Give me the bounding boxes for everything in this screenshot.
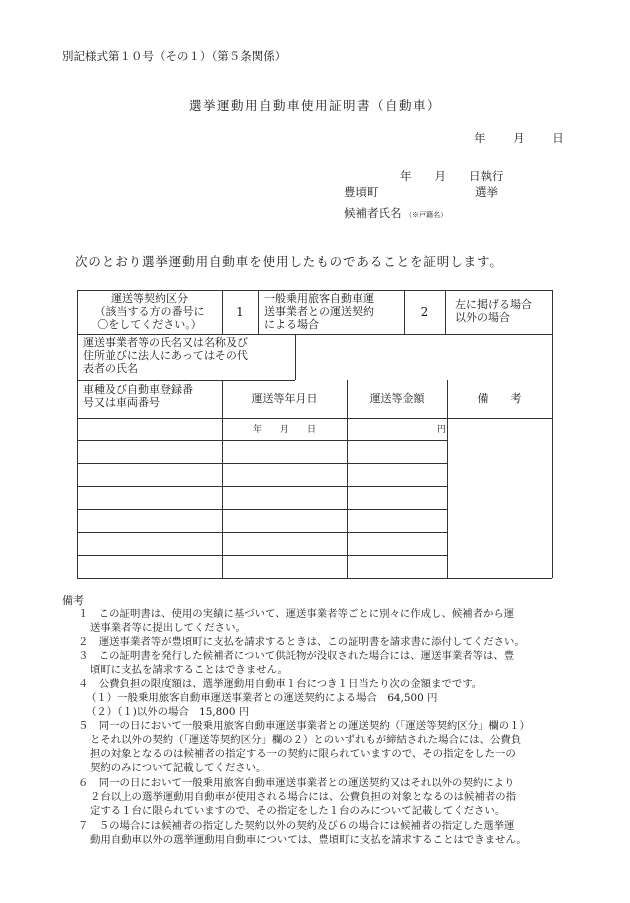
vehicle-column-header [83, 383, 193, 409]
note-line: 動用自動車以外の選挙運動用自動車については、豊頃町に支払を請求することはできません。 [90, 834, 527, 846]
amount-column-header: 運送等金額 [369, 392, 425, 405]
vehicle-header-line: 車種及び自動車登録番 [83, 383, 193, 396]
note-line: ３ この証明書を発行した候補者について供託物が没収された場合には、運送事業者等は、豊 [78, 650, 515, 662]
option-2-text-line: 以外の場合 [455, 311, 510, 324]
note-line: とそれ以外の契約（「運送等契約区分」欄の２）とのいずれもが締結された場合には、公費負 [90, 734, 522, 746]
note-line: ２ 運送事業者等が豊頃町に支払を請求するときは、この証明書を請求書に添付してください。 [78, 636, 525, 648]
operator-label-line: 表者の氏名 [83, 362, 138, 375]
date-column-header: 運送等年月日 [251, 392, 318, 405]
election-date: 年 月 日執行 [400, 169, 504, 183]
note-line: １ この証明書は、使用の実績に基づいて、運送事業者等ごとに別々に作成し、候補者から運 [78, 608, 515, 620]
contract-type-label-line: 運送等契約区分 [111, 292, 188, 305]
certification-statement: 次のとおり選挙運動用自動車を使用したものであることを証明します。 [75, 254, 503, 269]
note-line: （２）（１)以外の場合 15,800 円 [86, 706, 250, 718]
note-line: ７ ５の場合には候補者の指定した契約以外の契約及び６の場合には候補者の指定した選挙運 [78, 820, 515, 832]
notes-title: 備考 [62, 594, 84, 607]
form-number: 別記様式第１０号（その１）（第５条関係） [62, 49, 287, 63]
note-line: 送事業者等に提出してください。 [90, 622, 246, 634]
note-line: （１）一般乗用旅客自動車運送事業者との運送契約による場合 64,500 円 [86, 692, 438, 704]
option-1-number[interactable]: 1 [236, 305, 244, 319]
option-2-number[interactable]: 2 [420, 305, 429, 319]
option-1-text [264, 292, 374, 331]
option-1-text-line: 送事業者との運送契約 [264, 305, 374, 318]
operator-label-line: 住所並びに法人にあってはその代 [83, 349, 248, 362]
operator-input[interactable] [297, 336, 550, 378]
note-line: ５ 同一の日において一般乗用旅客自動車運送事業者との運送契約（「運送等契約区分」欄の１） [78, 720, 530, 732]
election-label: 選挙 [475, 185, 498, 199]
date-placeholder: 年 月 日 [252, 425, 316, 435]
town-name: 豊頃町 [344, 185, 379, 199]
remarks-column-header: 備 考 [477, 392, 522, 405]
contract-type-label [77, 292, 222, 331]
note-line: 頃町に支払を請求することはできません。 [90, 664, 289, 676]
note-line: 定する１台に限られていますので、その指定をした１台のみについて記載してください。 [90, 805, 506, 817]
option-1-text-line: 一般乗用旅客自動車運 [264, 292, 374, 305]
note-line: ６ 同一の日において一般乗用旅客自動車運送事業者との運送契約又はそれ以外の契約により [78, 777, 515, 789]
amount-unit: 円 [437, 425, 447, 435]
option-2-text-line: 左に掲げる場合 [455, 298, 532, 311]
note-line: 担の対象となるのは候補者の指定する一の契約に限られていますので、その指定をした一の [90, 748, 516, 760]
issue-date: 年 月 日 [474, 131, 564, 145]
note-line: ２台以上の選挙運動用自動車が使用される場合には、公費負担の対象となるのは候補者の指 [90, 791, 517, 803]
option-1-text-line: による場合 [264, 318, 319, 331]
certificate-table [77, 290, 552, 578]
note-line: 契約のみについて記載してください。 [90, 762, 267, 774]
contract-type-label-line: 〇をしてください。） [97, 318, 202, 331]
candidate-note: （※戸籍名） [405, 211, 448, 219]
candidate-label: 候補者氏名 [344, 206, 402, 220]
document-title: 選挙運動用自動車使用証明書（自動車） [188, 98, 441, 113]
vehicle-header-line: 号又は車両番号 [83, 396, 160, 409]
operator-label [83, 336, 248, 375]
option-2-text [455, 298, 532, 324]
candidate-name-line [344, 205, 447, 221]
contract-type-label-line: （該当する方の番号に [94, 305, 205, 318]
operator-label-line: 運送事業者等の氏名又は名称及び [83, 336, 248, 349]
note-line: ４ 公費負担の限度額は、選挙運動用自動車１台につき１日当たり次の金額までです。 [78, 678, 483, 690]
election-name-line [344, 184, 498, 200]
